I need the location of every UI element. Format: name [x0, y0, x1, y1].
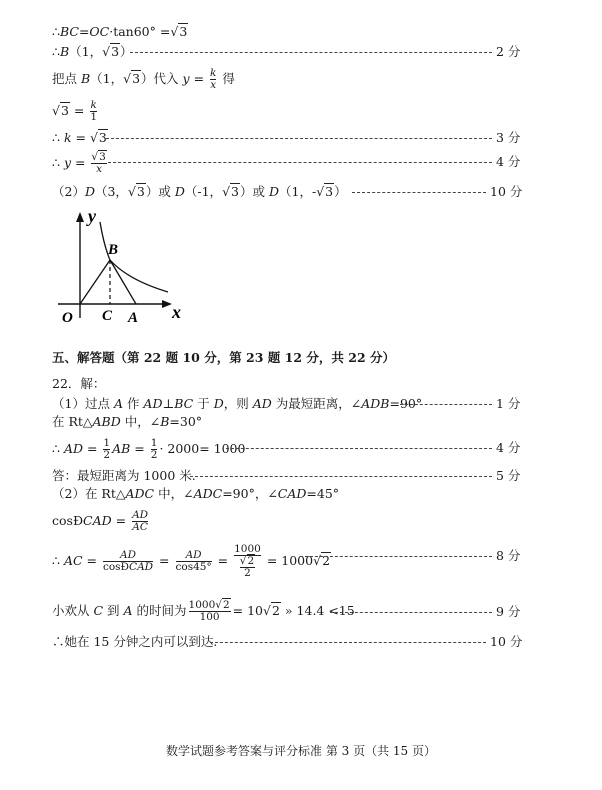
line-k-value: ∴ k = √3: [52, 130, 107, 145]
score-1: 1 分: [496, 396, 521, 411]
segment-ob: [80, 260, 110, 304]
point-c-label: C: [102, 308, 113, 324]
line-22-2a: （2）在 Rt△ADC 中，∠ADC=90°，∠CAD=45°: [52, 486, 340, 501]
line-22-2b: cosÐCAD = $\frac{AD}{AC}$: [52, 509, 149, 533]
line-22-1a: （1）过点 A 作 AD⊥BC 于 D，则 AD 为最短距离，∠ADB=90°: [52, 396, 423, 411]
line-22-1b: 在 Rt△ABD 中，∠B=30°: [52, 414, 203, 429]
score-8: 8 分: [496, 548, 521, 563]
function-graph: [50, 200, 190, 330]
score-10b: 10 分: [490, 634, 523, 649]
segment-ba: [110, 260, 136, 304]
y-axis-arrow: [76, 212, 84, 222]
line-k-eq: √3 = $\frac{k}{1}$: [52, 99, 98, 123]
score-2: 2 分: [496, 44, 521, 59]
dotted-leader: [226, 448, 492, 449]
line-22-1c: ∴ AD = $\frac{1}{2}$ AB = $\frac{1}{2}$ · 2000= 1000: [52, 437, 246, 461]
y-label: y: [88, 206, 96, 226]
line-bc: ∴BC=OC·tan60° =√3: [52, 24, 188, 39]
dotted-leader: [108, 162, 492, 163]
dotted-leader: [190, 476, 492, 477]
point-a-label: A: [128, 310, 139, 326]
dotted-leader: [330, 612, 492, 613]
line-22-2d: 小欢从 C 到 A 的时间为 $\frac{1000√2}{100}$ = 10√2 » 14.4 <15: [52, 599, 355, 623]
question-22: 22．解：: [52, 376, 106, 391]
score-5: 5 分: [496, 468, 521, 483]
x-label: x: [172, 302, 181, 322]
dotted-leader: [352, 192, 486, 193]
line-part2-d: （2）D（3，√3）或 D（-1，√3）或 D（1，-√3）: [52, 184, 347, 199]
line-y-func: ∴ y = $\frac{√3}{x}$: [52, 151, 106, 175]
score-3: 3 分: [496, 130, 521, 145]
score-4: 4 分: [496, 154, 521, 169]
answer-1: 答：最短距离为 1000 米.: [52, 468, 196, 483]
line-22-2c: ∴ AC = $\frac{AD}{\text{cosÐCAD}}$ = $\frac{AD}{\cos 45^\circ}$ = $\frac{1000}{\frac{√2}{2}}$ = 1000√2: [52, 543, 331, 579]
dotted-leader: [300, 556, 492, 557]
score-10: 10 分: [490, 184, 523, 199]
score-9: 9 分: [496, 604, 521, 619]
section-heading: 五、解答题（第 22 题 10 分，第 23 题 12 分，共 22 分）: [52, 350, 395, 365]
point-b-label: B: [108, 242, 119, 258]
score-4b: 4 分: [496, 440, 521, 455]
page-footer: 数学试题参考答案与评分标准 第 3 页（共 15 页）: [166, 744, 436, 758]
dotted-leader: [400, 404, 492, 405]
x-axis-arrow: [162, 300, 172, 308]
origin-label: O: [62, 310, 73, 326]
line-substitute: 把点 B（1，√3）代入 y = $\frac{k}{x}$ 得: [52, 67, 235, 91]
dotted-leader: [210, 642, 486, 643]
dotted-leader: [130, 52, 492, 53]
dotted-leader: [106, 138, 492, 139]
line-22-2e: ∴她在 15 分钟之内可以到达.: [52, 634, 218, 649]
line-point-b: ∴B（1，√3）: [52, 44, 133, 59]
